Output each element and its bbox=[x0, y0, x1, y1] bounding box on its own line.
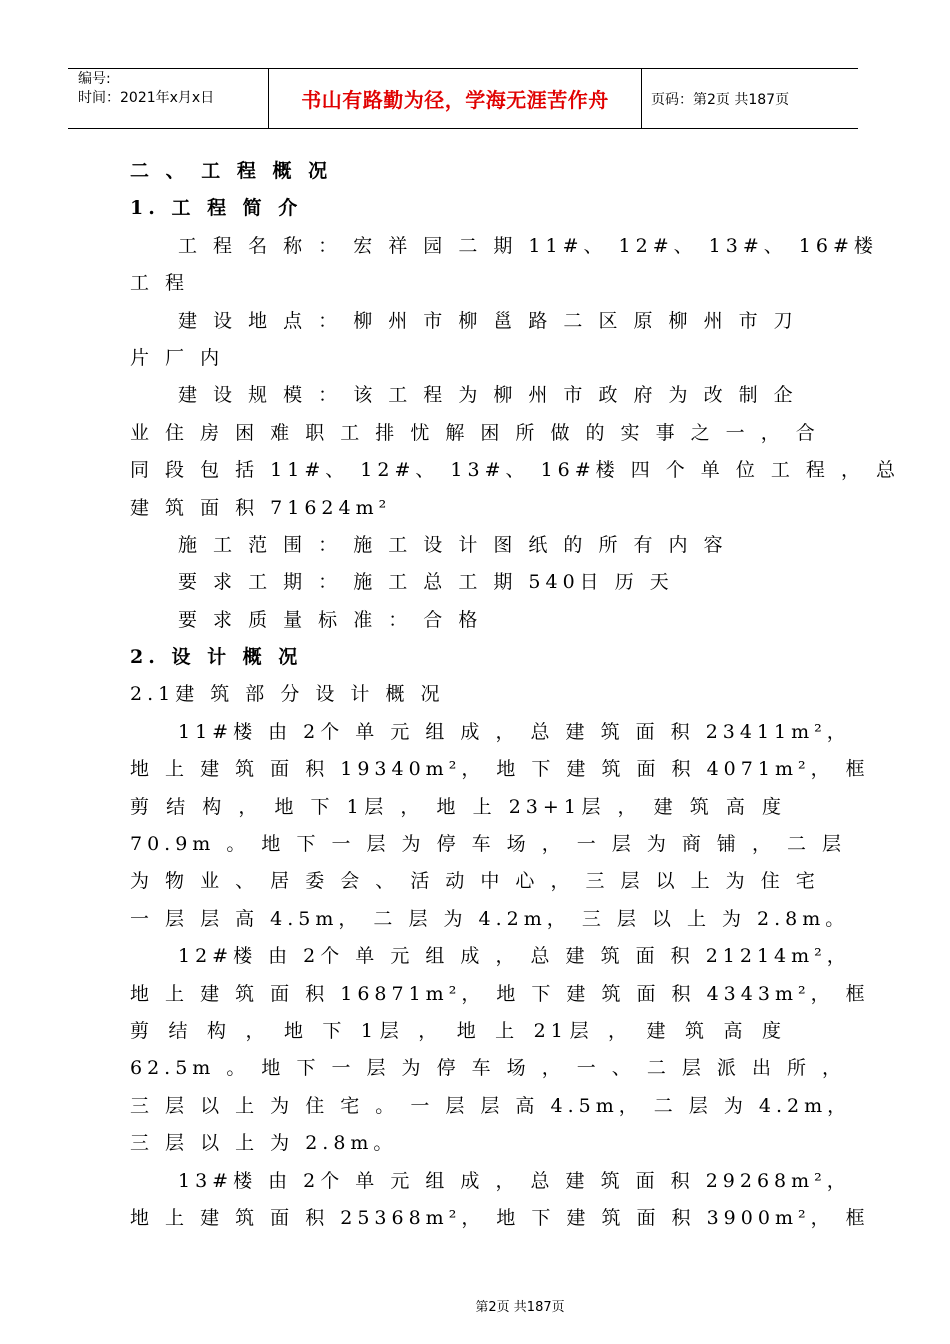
body-text-line: 建 设 规 模 ： 该 工 程 为 柳 州 市 政 府 为 改 制 企 bbox=[178, 384, 798, 407]
body-text-line: 同 段 包 括 11#、 12#、 13#、 16#楼 四 个 单 位 工 程 ， 总 bbox=[130, 459, 900, 482]
page-footer: 第2页 共187页 bbox=[475, 1300, 565, 1315]
document-body bbox=[130, 153, 900, 1237]
body-text-line: 地 上 建 筑 面 积 19340m²， 地 下 建 筑 面 积 4071m²， 框 bbox=[130, 758, 870, 781]
body-text-line: 工 程 名 称 ： 宏 祥 园 二 期 11#、 12#、 13#、 16#楼 bbox=[178, 234, 878, 257]
body-text-line: 建 设 地 点 ： 柳 州 市 柳 邕 路 二 区 原 柳 州 市 刀 bbox=[178, 309, 798, 332]
body-text-line: 2.1建 筑 部 分 设 计 概 况 bbox=[130, 683, 445, 706]
document-number-label: 编号: bbox=[78, 71, 111, 87]
header-divider-2 bbox=[641, 68, 642, 129]
document-time-label: 时间：2021年x月x日 bbox=[78, 90, 215, 106]
body-text-line: 剪 结 构 ， 地 下 1层 ， 地 上 23+1层 ， 建 筑 高 度 bbox=[130, 795, 786, 818]
body-text-line: 三 层 以 上 为 2.8m。 bbox=[130, 1132, 398, 1155]
body-text-line: 施 工 范 围 ： 施 工 设 计 图 纸 的 所 有 内 容 bbox=[178, 533, 728, 556]
header-bottom-rule bbox=[68, 128, 858, 129]
body-text-line: 地 上 建 筑 面 积 25368m²， 地 下 建 筑 面 积 3900m²， 框 bbox=[130, 1206, 870, 1229]
section-heading: 2. 设 计 概 况 bbox=[130, 646, 303, 669]
body-text-line: 建 筑 面 积 71624m² bbox=[130, 496, 392, 519]
body-text-line: 要 求 工 期 ： 施 工 总 工 期 540日 历 天 bbox=[178, 571, 674, 594]
body-text-line: 要 求 质 量 标 准 ： 合 格 bbox=[178, 608, 483, 631]
body-text-line: 地 上 建 筑 面 积 16871m²， 地 下 建 筑 面 积 4343m²， 框 bbox=[130, 982, 870, 1005]
body-text-line: 12#楼 由 2个 单 元 组 成 ， 总 建 筑 面 积 21214m²， bbox=[178, 945, 851, 968]
body-text-line: 70.9m 。 地 下 一 层 为 停 车 场 ， 一 层 为 商 铺 ， 二 层 bbox=[130, 833, 847, 856]
header-top-rule bbox=[68, 68, 858, 69]
body-text-line: 62.5m 。 地 下 一 层 为 停 车 场 ， 一 、 二 层 派 出 所 ， bbox=[130, 1057, 847, 1080]
body-text-line: 工 程 bbox=[130, 272, 190, 295]
header-motto: 书山有路勤为径，学海无涯苦作舟 bbox=[301, 88, 609, 112]
body-text-line: 13#楼 由 2个 单 元 组 成 ， 总 建 筑 面 积 29268m²， bbox=[178, 1169, 851, 1192]
body-text-line: 为 物 业 、 居 委 会 、 活 动 中 心 ， 三 层 以 上 为 住 宅 bbox=[130, 870, 820, 893]
body-text-line: 三 层 以 上 为 住 宅 。 一 层 层 高 4.5m， 二 层 为 4.2m， bbox=[130, 1094, 852, 1117]
body-text-line: 剪 结 构 ， 地 下 1层 ， 地 上 21层 ， 建 筑 高 度 bbox=[130, 1019, 786, 1042]
header-page-info: 页码：第2页 共187页 bbox=[651, 92, 790, 108]
section-heading: 二 、 工 程 概 况 bbox=[130, 160, 333, 182]
body-text-line: 一 层 层 高 4.5m， 二 层 为 4.2m， 三 层 以 上 为 2.8m。 bbox=[130, 907, 850, 930]
body-text-line: 业 住 房 困 难 职 工 排 忧 解 困 所 做 的 实 事 之 一 ， 合 bbox=[130, 421, 820, 444]
body-text-line: 片 厂 内 bbox=[130, 346, 225, 369]
body-text-line: 11#楼 由 2个 单 元 组 成 ， 总 建 筑 面 积 23411m²， bbox=[178, 720, 851, 743]
section-heading: 1. 工 程 简 介 bbox=[130, 197, 303, 220]
